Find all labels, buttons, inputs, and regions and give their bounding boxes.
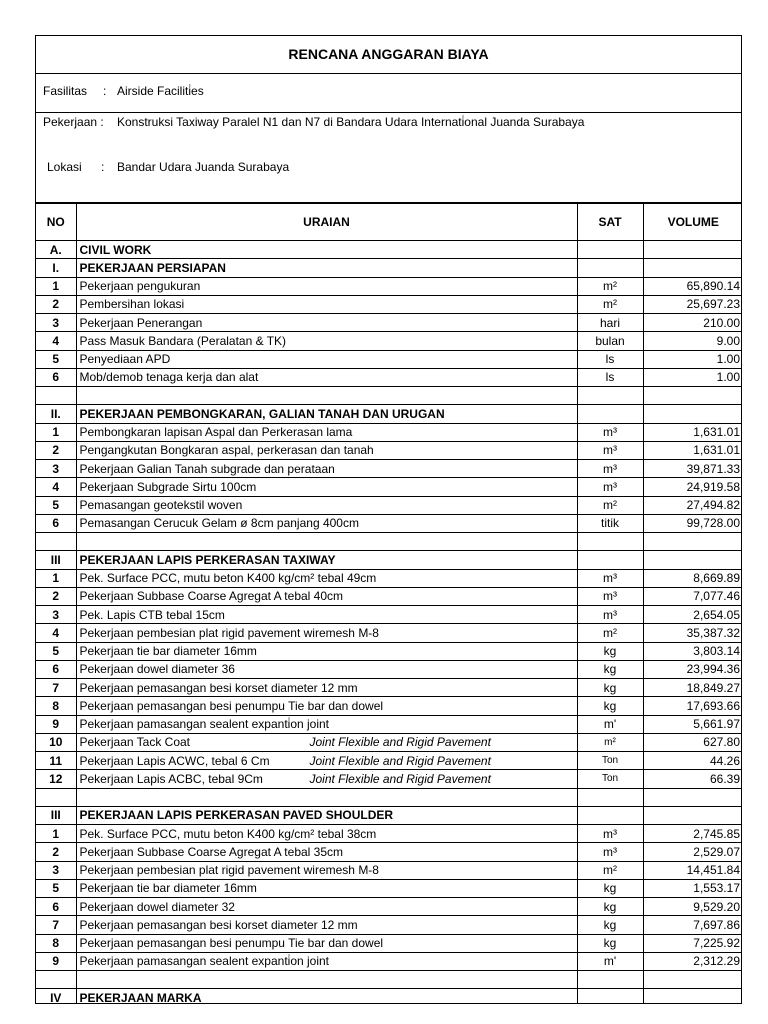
row-uraian bbox=[76, 259, 577, 277]
table-row bbox=[36, 843, 742, 861]
row-volume: 210.00 bbox=[643, 314, 742, 332]
row-no: 2 bbox=[36, 295, 76, 313]
header-no: NO bbox=[36, 204, 76, 241]
row-sat bbox=[577, 806, 643, 824]
row-uraian bbox=[76, 441, 577, 459]
row-uraian-text: Pekerjaan pemasangan besi korset diameter 12 mm bbox=[79, 917, 358, 932]
row-uraian bbox=[76, 569, 577, 587]
row-sat: m³ bbox=[577, 423, 643, 441]
row-volume: 66.39 bbox=[643, 770, 742, 788]
row-sat bbox=[577, 989, 643, 1004]
row-uraian-text: Pekerjaan tie bar diameter 16mm bbox=[79, 644, 257, 659]
row-uraian-text: CIVIL WORK bbox=[79, 242, 152, 257]
row-no: 10 bbox=[36, 733, 76, 751]
row-no: III bbox=[36, 806, 76, 824]
row-note: Joint Flexible and Rigid Pavement bbox=[309, 771, 491, 786]
row-uraian bbox=[76, 624, 577, 642]
fasilitas-row bbox=[36, 74, 741, 113]
row-sat: kg bbox=[577, 679, 643, 697]
row-uraian-text: Pekerjaan Penerangan bbox=[79, 315, 203, 330]
row-no: 8 bbox=[36, 934, 76, 952]
row-uraian bbox=[76, 533, 577, 551]
row-sat: ls bbox=[577, 350, 643, 368]
table-row bbox=[36, 569, 742, 587]
row-sat: m² bbox=[577, 295, 643, 313]
row-uraian-text: Pek. Surface PCC, mutu beton K400 kg/cm² tebal 49cm bbox=[79, 571, 377, 586]
row-volume: 17,693.66 bbox=[643, 697, 742, 715]
table-row bbox=[36, 624, 742, 642]
row-volume: 2,654.05 bbox=[643, 606, 742, 624]
table-row bbox=[36, 478, 742, 496]
row-no: 6 bbox=[36, 898, 76, 916]
row-sat: m³ bbox=[577, 569, 643, 587]
row-uraian bbox=[76, 752, 577, 770]
row-no: 1 bbox=[36, 423, 76, 441]
row-no: 5 bbox=[36, 496, 76, 514]
row-volume: 65,890.14 bbox=[643, 277, 742, 295]
row-no: 2 bbox=[36, 587, 76, 605]
row-uraian-text: Pekerjaan Lapis ACBC, tebal 9Cm bbox=[79, 771, 263, 786]
row-uraian bbox=[76, 861, 577, 879]
row-uraian-text: PEKERJAAN PEMBONGKARAN, GALIAN TANAH DAN URUGAN bbox=[79, 406, 445, 421]
fasilitas-value: Airside Faciliti̇es bbox=[117, 84, 204, 98]
row-no: 1 bbox=[36, 569, 76, 587]
row-sat bbox=[577, 551, 643, 569]
row-sat bbox=[577, 387, 643, 405]
row-volume: 2,529.07 bbox=[643, 843, 742, 861]
blank-row bbox=[36, 387, 742, 405]
row-volume: 35,387.32 bbox=[643, 624, 742, 642]
row-note: Joint Flexible and Rigid Pavement bbox=[309, 735, 491, 750]
row-volume: 27,494.82 bbox=[643, 496, 742, 514]
row-no: 6 bbox=[36, 660, 76, 678]
row-uraian bbox=[76, 806, 577, 824]
row-volume bbox=[643, 788, 742, 806]
row-uraian bbox=[76, 368, 577, 386]
row-uraian-text: Pekerjaan Lapis ACWC, tebal 6 Cm bbox=[79, 753, 270, 768]
row-uraian-text: Pekerjaan Galian Tanah subgrade dan perataan bbox=[79, 461, 335, 476]
table-row bbox=[36, 934, 742, 952]
row-sat bbox=[577, 533, 643, 551]
row-uraian-text: Pemasangan Cerucuk Gelam ø 8cm panjang 400cm bbox=[79, 516, 359, 531]
row-volume: 23,994.36 bbox=[643, 660, 742, 678]
row-no: I. bbox=[36, 259, 76, 277]
row-volume: 99,728.00 bbox=[643, 514, 742, 532]
row-uraian-text: Mob/demob tenaga kerja dan alat bbox=[79, 370, 259, 385]
row-sat: ls bbox=[577, 368, 643, 386]
row-uraian bbox=[76, 277, 577, 295]
blank-row bbox=[36, 971, 742, 989]
row-uraian bbox=[76, 460, 577, 478]
row-sat: m³ bbox=[577, 825, 643, 843]
row-uraian-text: Pekerjaan dowel diameter 32 bbox=[79, 899, 235, 914]
section-row bbox=[36, 259, 742, 277]
table-row bbox=[36, 733, 742, 751]
section-row bbox=[36, 241, 742, 259]
row-uraian bbox=[76, 989, 577, 1004]
row-volume: 3,803.14 bbox=[643, 642, 742, 660]
row-uraian bbox=[76, 770, 577, 788]
table-row bbox=[36, 460, 742, 478]
row-uraian bbox=[76, 952, 577, 970]
row-no: 4 bbox=[36, 624, 76, 642]
header-volume: VOLUME bbox=[643, 204, 742, 241]
row-no: 9 bbox=[36, 952, 76, 970]
table-row bbox=[36, 277, 742, 295]
row-no: 9 bbox=[36, 715, 76, 733]
table-row bbox=[36, 770, 742, 788]
row-no bbox=[36, 788, 76, 806]
row-sat bbox=[577, 259, 643, 277]
row-uraian bbox=[76, 697, 577, 715]
row-no: 3 bbox=[36, 606, 76, 624]
row-uraian-text: Pekerjaan pemasangan besi penumpu Tie bar dan dowel bbox=[79, 936, 384, 951]
row-volume: 627.80 bbox=[643, 733, 742, 751]
table-row bbox=[36, 441, 742, 459]
table-row bbox=[36, 679, 742, 697]
row-volume: 1,631.01 bbox=[643, 441, 742, 459]
row-volume bbox=[643, 387, 742, 405]
row-no: 7 bbox=[36, 916, 76, 934]
lokasi-label: Lokasi bbox=[47, 160, 82, 174]
row-note: Joint Flexible and Rigid Pavement bbox=[309, 753, 491, 768]
row-volume: 39,871.33 bbox=[643, 460, 742, 478]
row-uraian-text: Pemasangan geotekstil woven bbox=[79, 498, 243, 513]
row-no: 12 bbox=[36, 770, 76, 788]
row-uraian-text: PEKERJAAN LAPIS PERKERASAN TAXIWAY bbox=[79, 552, 336, 567]
row-uraian bbox=[76, 825, 577, 843]
row-sat: m² bbox=[577, 624, 643, 642]
blank-row bbox=[36, 788, 742, 806]
table-row bbox=[36, 606, 742, 624]
row-uraian-text: Pekerjaan pengukuran bbox=[79, 279, 201, 294]
row-uraian bbox=[76, 405, 577, 423]
row-sat: kg bbox=[577, 916, 643, 934]
row-sat: m³ bbox=[577, 460, 643, 478]
row-uraian bbox=[76, 314, 577, 332]
row-volume: 25,697.23 bbox=[643, 295, 742, 313]
row-sat: bulan bbox=[577, 332, 643, 350]
row-uraian bbox=[76, 679, 577, 697]
row-no: 5 bbox=[36, 350, 76, 368]
row-sat: m' bbox=[577, 715, 643, 733]
row-uraian bbox=[76, 350, 577, 368]
row-no bbox=[36, 387, 76, 405]
row-volume bbox=[643, 971, 742, 989]
section-row bbox=[36, 806, 742, 824]
row-uraian-text: Pekerjaan pembesian plat rigid pavement wiremesh M-8 bbox=[79, 625, 379, 640]
section-row bbox=[36, 551, 742, 569]
row-sat: titik bbox=[577, 514, 643, 532]
row-sat: m³ bbox=[577, 587, 643, 605]
row-uraian bbox=[76, 715, 577, 733]
row-uraian bbox=[76, 496, 577, 514]
row-uraian bbox=[76, 733, 577, 751]
row-sat: kg bbox=[577, 642, 643, 660]
row-no: A. bbox=[36, 241, 76, 259]
row-volume: 18,849.27 bbox=[643, 679, 742, 697]
row-sat: m' bbox=[577, 952, 643, 970]
row-uraian-text: Pengangkutan Bongkaran aspal, perkerasan dan tanah bbox=[79, 443, 374, 458]
row-volume: 1,631.01 bbox=[643, 423, 742, 441]
row-volume: 9,529.20 bbox=[643, 898, 742, 916]
row-volume: 1.00 bbox=[643, 350, 742, 368]
row-no: 5 bbox=[36, 642, 76, 660]
row-uraian bbox=[76, 241, 577, 259]
table-row bbox=[36, 514, 742, 532]
table-row bbox=[36, 368, 742, 386]
row-no: 6 bbox=[36, 368, 76, 386]
row-sat: kg bbox=[577, 898, 643, 916]
row-uraian bbox=[76, 478, 577, 496]
document-sheet bbox=[35, 35, 742, 1004]
row-uraian-text: Pekerjaan Subgrade Sirtu 100cm bbox=[79, 479, 257, 494]
row-volume bbox=[643, 533, 742, 551]
row-uraian bbox=[76, 551, 577, 569]
table-row bbox=[36, 587, 742, 605]
row-sat bbox=[577, 971, 643, 989]
pekerjaan-lokasi-block bbox=[36, 113, 741, 203]
row-uraian-text: PEKERJAAN LAPIS PERKERASAN PAVED SHOULDER bbox=[79, 808, 394, 823]
row-volume: 1.00 bbox=[643, 368, 742, 386]
row-sat: kg bbox=[577, 934, 643, 952]
row-uraian bbox=[76, 843, 577, 861]
row-uraian-text: Pek. Lapis CTB tebal 15cm bbox=[79, 607, 225, 622]
row-sat: Ton bbox=[577, 752, 643, 770]
row-no: 3 bbox=[36, 861, 76, 879]
row-volume: 1,553.17 bbox=[643, 879, 742, 897]
row-uraian-text: Pembongkaran lapisan Aspal dan Perkerasan lama bbox=[79, 425, 353, 440]
row-uraian-text: PEKERJAAN PERSIAPAN bbox=[79, 260, 226, 275]
row-uraian-text: Pekerjaan pemasangan besi penumpu Tie bar dan dowel bbox=[79, 698, 384, 713]
row-no: 3 bbox=[36, 460, 76, 478]
row-no: IV bbox=[36, 989, 76, 1004]
row-volume: 7,077.46 bbox=[643, 587, 742, 605]
row-volume: 7,697.86 bbox=[643, 916, 742, 934]
row-sat: m² bbox=[577, 277, 643, 295]
row-sat: Ton bbox=[577, 770, 643, 788]
table-row bbox=[36, 697, 742, 715]
row-sat: m² bbox=[577, 861, 643, 879]
row-no: 7 bbox=[36, 679, 76, 697]
pekerjaan-label: Pekerjaan : bbox=[43, 115, 104, 129]
row-no: 6 bbox=[36, 514, 76, 532]
lokasi-colon: : bbox=[101, 160, 105, 174]
row-volume: 14,451.84 bbox=[643, 861, 742, 879]
table-row bbox=[36, 295, 742, 313]
row-uraian bbox=[76, 971, 577, 989]
table-row bbox=[36, 350, 742, 368]
row-volume: 24,919.58 bbox=[643, 478, 742, 496]
row-no: 2 bbox=[36, 441, 76, 459]
row-no: 2 bbox=[36, 843, 76, 861]
table-row bbox=[36, 861, 742, 879]
row-no: II. bbox=[36, 405, 76, 423]
row-volume: 44.26 bbox=[643, 752, 742, 770]
table-row bbox=[36, 715, 742, 733]
row-sat bbox=[577, 405, 643, 423]
row-uraian-text: Pekerjaan Tack Coat bbox=[79, 735, 191, 750]
row-uraian bbox=[76, 514, 577, 532]
row-no: 1 bbox=[36, 825, 76, 843]
row-sat: kg bbox=[577, 879, 643, 897]
row-uraian-text: Penyediaan APD bbox=[79, 352, 171, 367]
row-uraian-text: Pekerjaan Subbase Coarse Agregat A tebal 40cm bbox=[79, 589, 344, 604]
row-no: 11 bbox=[36, 752, 76, 770]
row-no: 3 bbox=[36, 314, 76, 332]
pekerjaan-value: Konstruksi Taxiway Paralel N1 dan N7 di Bandara Udara Internati̇onal Juanda Surabaya bbox=[117, 115, 585, 129]
row-no: III bbox=[36, 551, 76, 569]
row-uraian bbox=[76, 879, 577, 897]
budget-table bbox=[36, 203, 742, 1004]
row-no: 1 bbox=[36, 277, 76, 295]
row-volume bbox=[643, 806, 742, 824]
row-sat: m² bbox=[577, 733, 643, 751]
row-uraian bbox=[76, 660, 577, 678]
row-uraian-text: Pekerjaan tie bar diameter 16mm bbox=[79, 881, 257, 896]
row-no: 4 bbox=[36, 478, 76, 496]
row-no: 5 bbox=[36, 879, 76, 897]
row-uraian bbox=[76, 606, 577, 624]
row-uraian bbox=[76, 898, 577, 916]
row-uraian bbox=[76, 587, 577, 605]
row-uraian-text: Pass Masuk Bandara (Peralatan & TK) bbox=[79, 333, 287, 348]
row-volume: 5,661.97 bbox=[643, 715, 742, 733]
header-sat: SAT bbox=[577, 204, 643, 241]
row-sat: kg bbox=[577, 697, 643, 715]
row-uraian-text: PEKERJAAN MARKA bbox=[79, 991, 202, 1004]
table-row bbox=[36, 423, 742, 441]
row-volume bbox=[643, 259, 742, 277]
row-uraian-text: Pekerjaan pamasangan sealent expanti̇on joint bbox=[79, 954, 330, 969]
row-uraian-text: Pekerjaan Subbase Coarse Agregat A tebal 35cm bbox=[79, 844, 344, 859]
row-uraian-text: Pekerjaan pemasangan besi korset diameter 12 mm bbox=[79, 680, 358, 695]
section-row bbox=[36, 989, 742, 1004]
row-sat: m² bbox=[577, 496, 643, 514]
row-uraian-text: Pek. Surface PCC, mutu beton K400 kg/cm² tebal 38cm bbox=[79, 826, 377, 841]
row-uraian bbox=[76, 788, 577, 806]
row-sat: hari bbox=[577, 314, 643, 332]
table-header-row bbox=[36, 204, 742, 241]
row-uraian bbox=[76, 934, 577, 952]
fasilitas-label: Fasilitas bbox=[43, 84, 88, 98]
row-sat: kg bbox=[577, 660, 643, 678]
section-row bbox=[36, 405, 742, 423]
lokasi-value: Bandar Udara Juanda Surabaya bbox=[117, 160, 290, 174]
row-sat bbox=[577, 788, 643, 806]
row-uraian bbox=[76, 423, 577, 441]
row-volume bbox=[643, 551, 742, 569]
row-uraian bbox=[76, 332, 577, 350]
table-row bbox=[36, 660, 742, 678]
row-uraian bbox=[76, 916, 577, 934]
row-volume: 2,745.85 bbox=[643, 825, 742, 843]
row-volume bbox=[643, 405, 742, 423]
row-volume bbox=[643, 989, 742, 1004]
row-volume: 8,669.89 bbox=[643, 569, 742, 587]
row-uraian bbox=[76, 642, 577, 660]
row-no bbox=[36, 533, 76, 551]
row-sat: m³ bbox=[577, 478, 643, 496]
table-row bbox=[36, 898, 742, 916]
table-row bbox=[36, 314, 742, 332]
row-sat bbox=[577, 241, 643, 259]
table-row bbox=[36, 496, 742, 514]
table-row bbox=[36, 952, 742, 970]
table-row bbox=[36, 332, 742, 350]
row-uraian-text: Pekerjaan pembesian plat rigid pavement wiremesh M-8 bbox=[79, 863, 379, 878]
blank-row bbox=[36, 533, 742, 551]
row-volume: 9.00 bbox=[643, 332, 742, 350]
table-row bbox=[36, 825, 742, 843]
table-row bbox=[36, 642, 742, 660]
row-no bbox=[36, 971, 76, 989]
row-no: 8 bbox=[36, 697, 76, 715]
row-sat: m³ bbox=[577, 843, 643, 861]
table-row bbox=[36, 879, 742, 897]
row-uraian-text: Pembersihan lokasi bbox=[79, 297, 185, 312]
table-row bbox=[36, 752, 742, 770]
fasilitas-colon: : bbox=[103, 84, 107, 98]
row-no: 4 bbox=[36, 332, 76, 350]
row-volume bbox=[643, 241, 742, 259]
table-row bbox=[36, 916, 742, 934]
header-uraian: URAIAN bbox=[76, 204, 577, 241]
row-volume: 7,225.92 bbox=[643, 934, 742, 952]
document-title: RENCANA ANGGARAN BIAYA bbox=[36, 36, 741, 74]
row-uraian bbox=[76, 295, 577, 313]
row-uraian bbox=[76, 387, 577, 405]
row-volume: 2,312.29 bbox=[643, 952, 742, 970]
row-uraian-text: Pekerjaan pamasangan sealent expanti̇on joint bbox=[79, 717, 330, 732]
row-sat: m³ bbox=[577, 441, 643, 459]
row-sat: m³ bbox=[577, 606, 643, 624]
row-uraian-text: Pekerjaan dowel diameter 36 bbox=[79, 662, 235, 677]
